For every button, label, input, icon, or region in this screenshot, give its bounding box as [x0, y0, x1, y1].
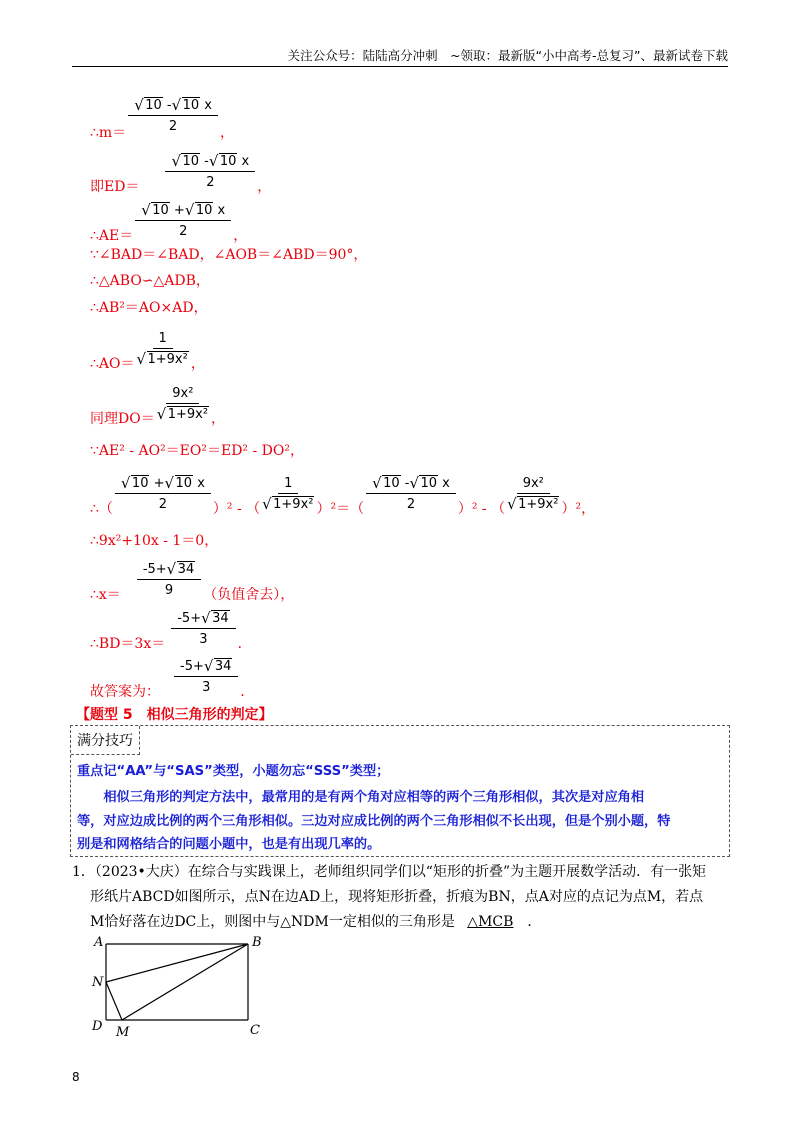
- fold-line-bn: [106, 944, 248, 982]
- rectangle-fold-figure: [86, 930, 276, 1040]
- text: ）²，: [561, 501, 596, 517]
- tip-line-2: 相似三角形的判定方法中，最常用的是有两个角对应相等的两个三角形相似，其次是对应角相: [77, 790, 645, 805]
- fraction: $\frac{-5+√ 34}{3}$: [174, 659, 238, 695]
- label-n: N: [92, 975, 104, 990]
- text: ，: [219, 125, 234, 141]
- text: ）² - （: [212, 501, 261, 517]
- tip-box-caption: 满分技巧: [71, 726, 140, 755]
- label-b: B: [252, 935, 262, 950]
- fraction: 1 √ 1+9x²: [262, 476, 314, 512]
- text: 同理DO＝: [90, 411, 155, 427]
- solution-line-ae2: ∵AE² - AO²＝EO²＝ED² - DO²，: [90, 443, 304, 459]
- solution-line-angles: ∵∠BAD＝∠BAD，∠AOB＝∠ABD＝90°，: [90, 247, 368, 263]
- tip-box: [70, 725, 730, 857]
- tip-line-4: 别是和网格结合的问题小题中，也是有出现几率的。: [77, 837, 381, 852]
- solution-line-do: [90, 380, 225, 428]
- solution-line-equation: [90, 470, 595, 518]
- label-a: A: [94, 935, 104, 950]
- fraction: 9x² √ 1+9x²: [157, 386, 209, 422]
- page-header: 关注公众号：陆陆高分冲刺 ~领取：最新版“小中高考-总复习”、最新试卷下载: [287, 48, 728, 63]
- segment-nm: [106, 982, 122, 1020]
- page-number: 8: [72, 1070, 80, 1084]
- text: ，: [190, 356, 205, 372]
- text: ∴x＝: [90, 587, 121, 603]
- text: M恰好落在边DC上，则图中与△NDM一定相似的三角形是: [90, 914, 460, 930]
- fraction: 1 √ 1+9x²: [137, 331, 189, 367]
- text: ．: [237, 636, 252, 652]
- text: 即ED＝: [90, 179, 140, 195]
- solution-line-similar: ∴△ABO∽△ADB，: [90, 273, 210, 289]
- label-m: M: [116, 1025, 130, 1040]
- label-d: D: [92, 1019, 103, 1034]
- text: ∴（: [90, 501, 113, 517]
- text: ∴AE＝: [90, 228, 134, 244]
- fraction: 9x² √ 1+9x²: [507, 476, 559, 512]
- text: ∴m＝: [90, 125, 127, 141]
- text: （负值舍去），: [203, 587, 295, 603]
- question-line-1: 1．（2023•大庆）在综合与实践课上，老师组织同学们以“矩形的折叠”为主题开展数学活动．有一张矩: [72, 864, 707, 880]
- text: ）² - （: [457, 501, 506, 517]
- text: ∴BD＝3x＝: [90, 636, 166, 652]
- tip-line-3: 等，对应边成比例的两个三角形相似。三边对应成比例的两个三角形相似不长出现，但是个别小题，特: [77, 814, 671, 829]
- solution-line-ab2: ∴AB²＝AO×AD，: [90, 300, 208, 316]
- text: ，: [211, 411, 226, 427]
- label-c: C: [250, 1023, 260, 1038]
- solution-line-m: [90, 98, 234, 142]
- header-divider: [72, 66, 728, 67]
- solution-line-ao: [90, 325, 205, 373]
- text: 故答案为：: [90, 684, 160, 700]
- solution-line-ae: [90, 197, 247, 245]
- fraction: √ $\frac{10 -√ 10 x}{2}$: [128, 98, 218, 134]
- fraction: √ $\frac{10 -√ 10 x}{2}$: [165, 154, 255, 190]
- fraction: √ $\frac{10 +√ 10 x}{2}$: [115, 476, 211, 512]
- fraction: $\frac{-5+√ 34}{3}$: [171, 611, 235, 647]
- section-title: 【题型 5 相似三角形的判定】: [76, 707, 273, 723]
- tip-line-1: 重点记“AA”与“SAS”类型，小题勿忘“SSS”类型；: [77, 764, 390, 779]
- fraction: √ $\frac{10 +√ 10 x}{2}$: [135, 203, 231, 239]
- text: ，: [233, 228, 248, 244]
- solution-line-bd: [90, 605, 252, 653]
- text: ．: [240, 684, 255, 700]
- solution-line-answer: [90, 653, 254, 701]
- solution-line-x: [90, 556, 294, 604]
- answer-blank: △MCB: [467, 914, 514, 930]
- text: ）²＝（: [316, 501, 365, 517]
- segment-mb: [122, 944, 248, 1020]
- text: ∴AO＝: [90, 356, 135, 372]
- solution-line-ed: [90, 148, 271, 196]
- fraction: √ $\frac{10 -√ 10 x}{2}$: [366, 476, 456, 512]
- question-line-2: 形纸片ABCD如图所示，点N在边AD上，现将矩形折叠，折痕为BN，点A对应的点记为点M，若点: [90, 889, 704, 905]
- fraction: $\frac{-5+√ 34}{9}$: [137, 562, 201, 598]
- solution-line-quadratic: ∴9x²+10x - 1＝0，: [90, 533, 219, 549]
- text: ．: [527, 914, 542, 930]
- text: ，: [257, 179, 272, 195]
